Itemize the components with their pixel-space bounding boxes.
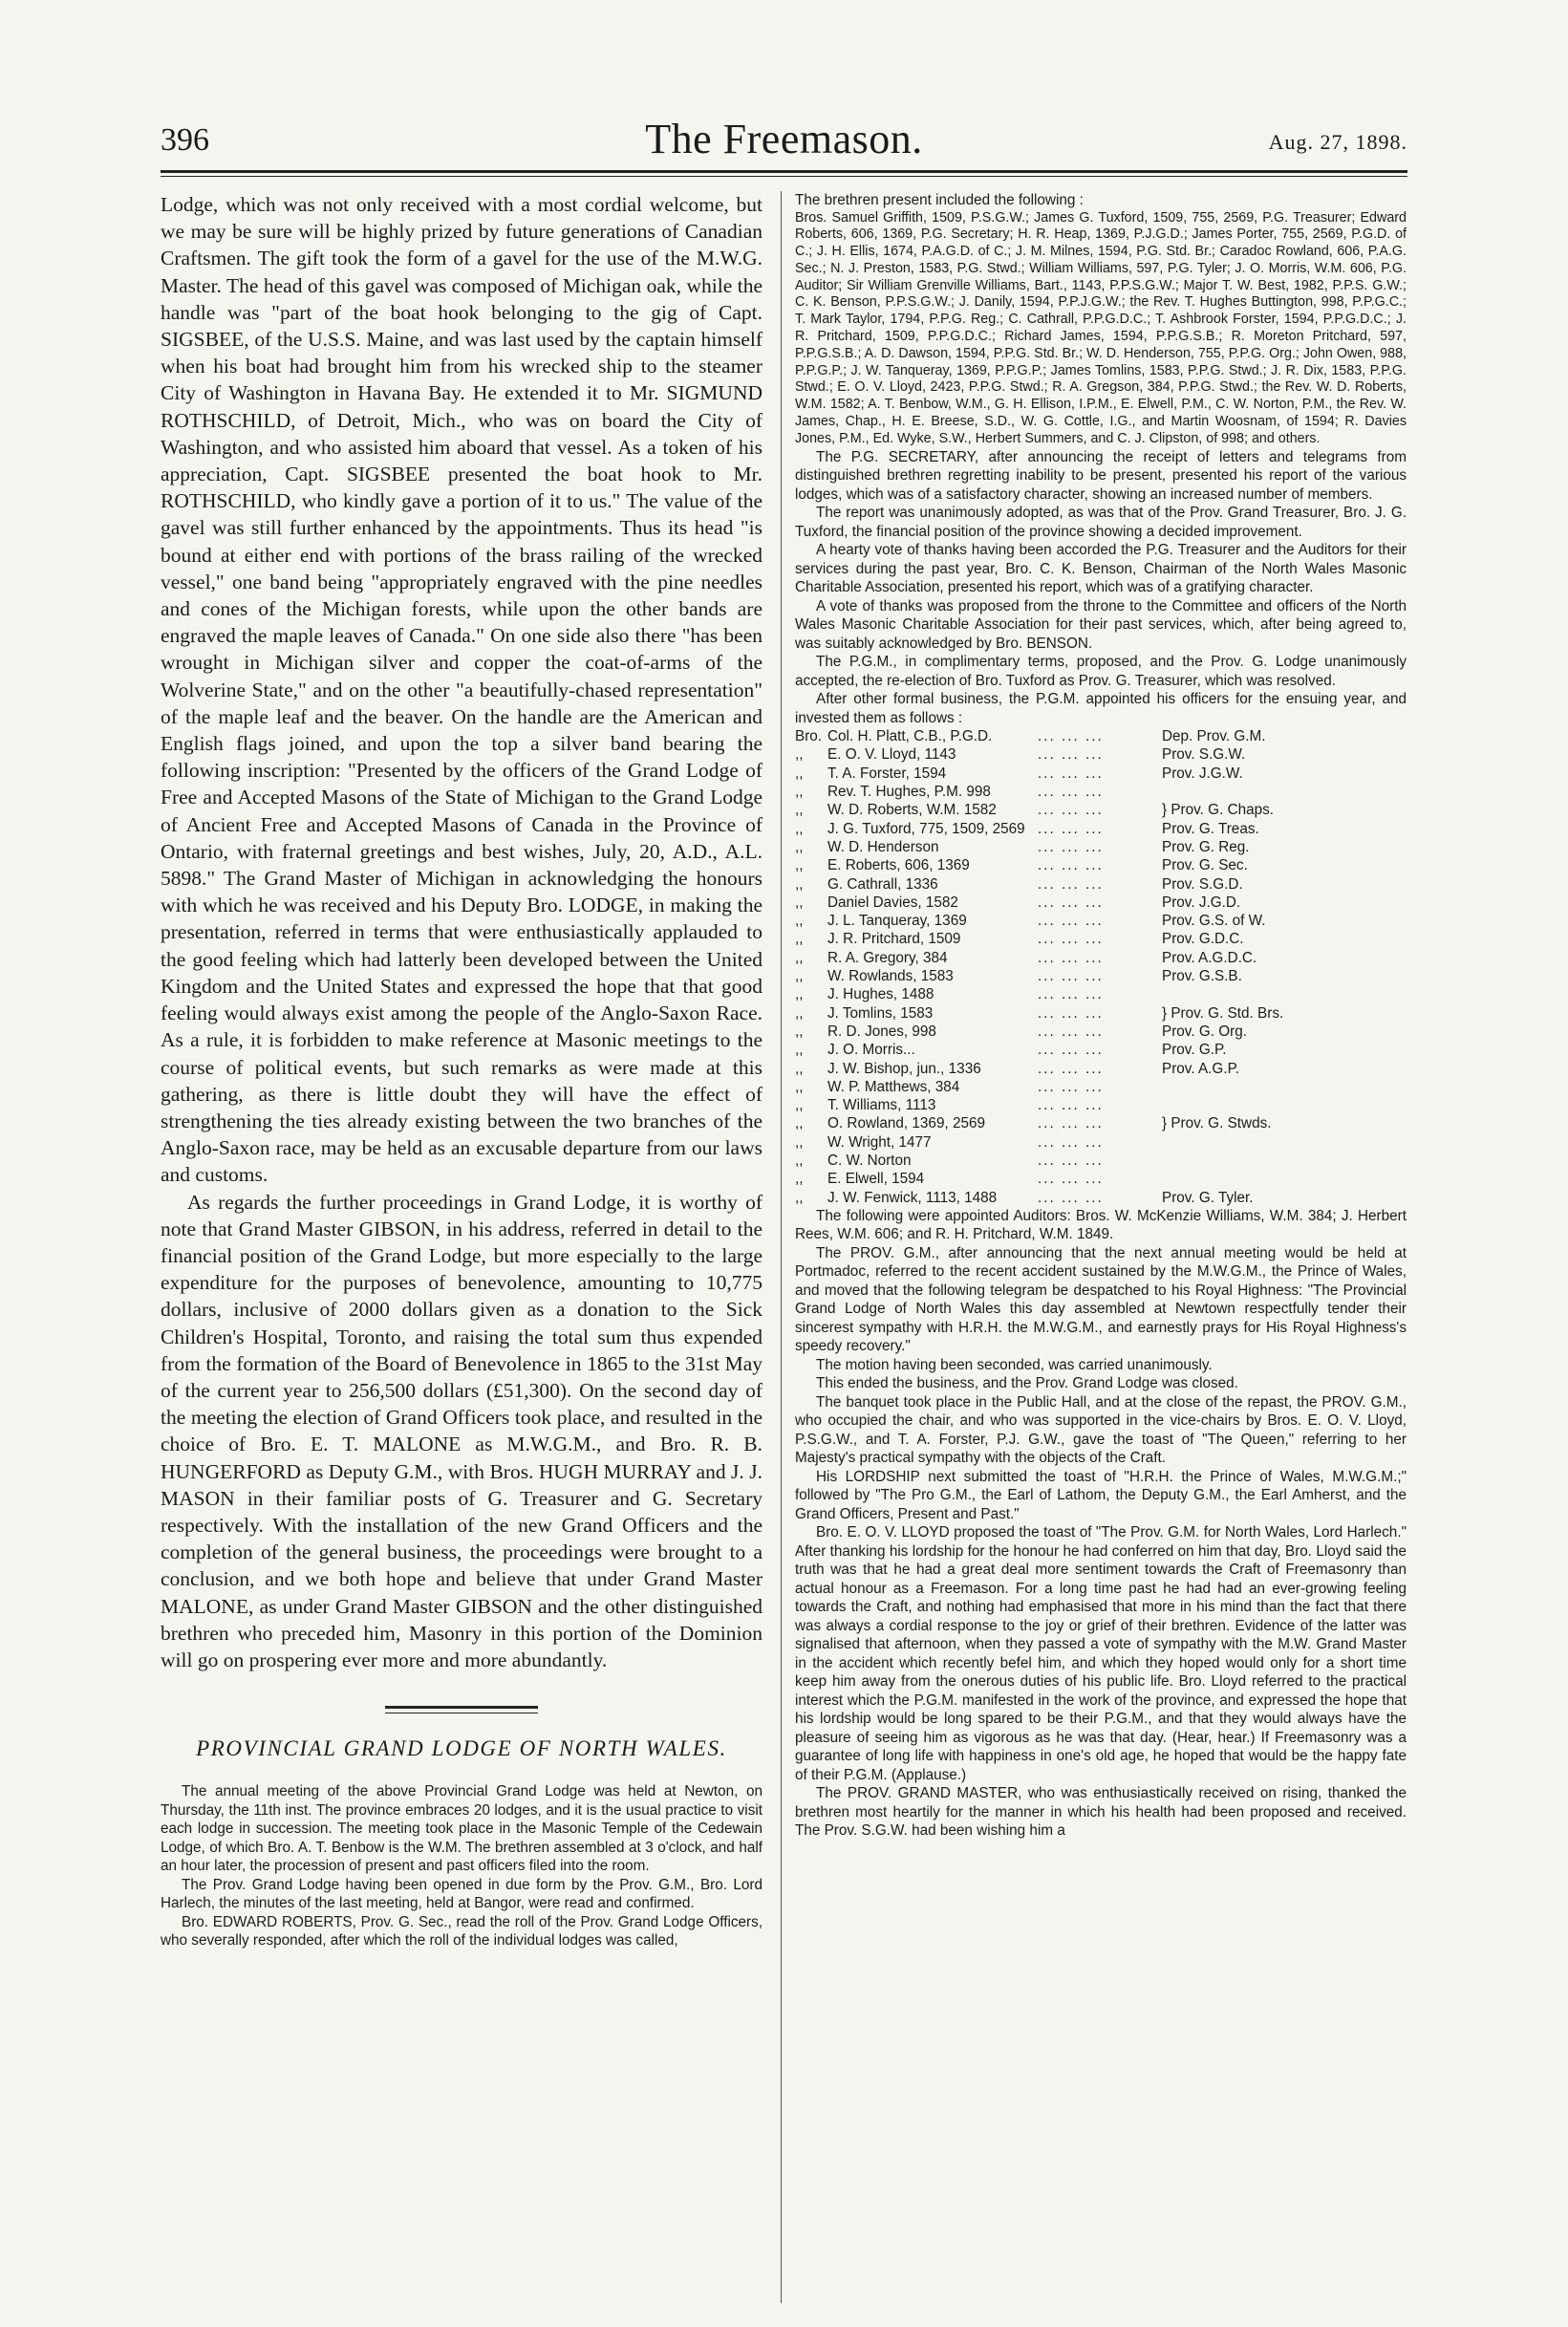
proceedings-continued (795, 1207, 1407, 1841)
officer-name: J. W. Fenwick, 1113, 1488 (827, 1189, 998, 1206)
officer-prefix: ,, (795, 1171, 804, 1188)
officer-name: W. Rowlands, 1583 (827, 968, 954, 985)
officer-name: W. D. Roberts, W.M. 1582 (827, 802, 997, 819)
officer-name: J. O. Morris... (827, 1042, 915, 1059)
proceedings-paragraph: The following were appointed Auditors: Bros. W. McKenzie Williams, W.M. 384; J. Herbert Rees, W.M. 606; and R. H. Pritchard, W.M. 1849. (795, 1207, 1407, 1243)
leader-dots: ... ... ... (1038, 802, 1104, 819)
officer-prefix: ,, (795, 1152, 804, 1169)
proceedings-paragraph: A vote of thanks was proposed from the throne to the Committee and officers of the North Wales Masonic Charitable Association for their past services, which, after being agreed to, was suitably acknowledged by Bro. BENSON. (795, 597, 1407, 652)
officer-name: E. Elwell, 1594 (827, 1171, 925, 1188)
officer-prefix: ,, (795, 820, 804, 837)
officer-row (795, 930, 1407, 948)
officer-name: J. G. Tuxford, 775, 1509, 2569 (827, 820, 1025, 837)
leader-dots: ... ... ... (1038, 838, 1104, 855)
leader-dots: ... ... ... (1038, 728, 1104, 745)
page-number: 396 (161, 122, 209, 158)
leader-dots: ... ... ... (1038, 931, 1104, 948)
officer-name: J. Tomlins, 1583 (827, 1004, 934, 1022)
officer-row (795, 727, 1407, 745)
officer-name: T. Williams, 1113 (827, 1097, 936, 1114)
leader-dots: ... ... ... (1038, 784, 1104, 801)
officer-office: Prov. G. Sec. (1162, 857, 1248, 874)
officer-prefix: ,, (795, 1042, 804, 1059)
proceedings-paragraph: The report was unanimously adopted, as was that of the Prov. Grand Treasurer, Bro. J. G. Tuxford, the financial position of the province showing a decided improvement. (795, 505, 1407, 540)
issue-date: Aug. 27, 1898. (1268, 130, 1407, 154)
officer-name: Rev. T. Hughes, P.M. 998 (827, 784, 991, 801)
officer-name: G. Cathrall, 1336 (827, 875, 938, 893)
masthead-title: The Freemason. (645, 116, 923, 162)
officer-prefix: ,, (795, 784, 804, 801)
section-paragraph: The Prov. Grand Lodge having been opened in due form by the Prov. G.M., Bro. Lord Harlech, the minutes of the last meeting, held at Bangor, were read and confirmed. (161, 1876, 763, 1912)
officer-office (1162, 1133, 1407, 1152)
officer-prefix: ,, (795, 968, 804, 985)
officer-row (795, 1152, 1407, 1170)
officer-office: Prov. G.S. of W. (1162, 913, 1266, 930)
article-paragraph: Lodge, which was not only received with a most cordial welcome, but we may be sure will be highly prized by future generations of Canadian Craftsmen. The gift took the form of a gavel for the use of the M.W.G. Master. The head of this gavel was composed of Michigan oak, while the handle was "part of the boat hook belonging to the gig of Capt. SIGSBEE, of the U.S.S. Maine, and was last used by the captain himself when his boat had brought him from his wrecked ship to the steamer City of Washington in Havana Bay. He extended it to Mr. SIGMUND ROTHSCHILD, of Detroit, Mich., who was on board the City of Washington, and who assisted him aboard that vessel. As a token of his appreciation, Capt. SIGSBEE presented the boat hook to Mr. ROTHSCHILD, who kindly gave a portion of it to us." The value of the gavel was still further enhanced by the appointments. Thus its head "is bound at either end with portions of the brass railing of the wrecked vessel," one band being "appropriately engraved with the pine needles and cones of the Michigan forests, while upon the other bands are engraved the maple leaves of Canada." On one side also there "has been wrought in Michigan silver and copper the coat-of-arms of the Wolverine State," and on the other "a beautifully-chased representation" of the maple leaf and the beaver. On the handle are the American and English flags joined, and upon the top a silver band bearing the following inscription: "Presented by the officers of the Grand Lodge of Free and Accepted Masons of the State of Michigan to the Grand Lodge of Ancient Free and Accepted Masons of Canada in the Province of Ontario, with fraternal greetings and best wishes, July, 20, A.D., A.L. 5898." The Grand Master of Michigan in acknowledging the honours with which he was received and his Deputy Bro. LODGE, in making the presentation, referred in terms that were enthusiastically applauded to the good feeling which had latterly been developed between the United Kingdom and the United States and expressed the hope that that good feeling would always exist among the people of the Anglo-Saxon Race. As a rule, it is forbidden to make reference at Masonic meetings to the course of political events, but such remarks as were made at this gathering, as there is little doubt they will have the effect of strengthening the ties already existing between the two branches of the Anglo-Saxon race, may be held as an excusable departure from our laws and customs. (161, 193, 763, 1187)
leader-dots: ... ... ... (1038, 1189, 1104, 1206)
officer-prefix: Bro. (795, 728, 823, 745)
proceedings-paragraph: The banquet took place in the Public Hall, and at the close of the repast, the PROV. G.M., who occupied the chair, and who was supported in the vice-chairs by Bros. E. O. V. Lloyd, P.S.G.W., and T. A. Forster, P.J. G.W., gave the toast of "The Queen," referring to her Majesty's practical sympathy with the objects of the Craft. (795, 1393, 1407, 1467)
officer-name: J. R. Pritchard, 1509 (827, 931, 961, 948)
officer-prefix: ,, (795, 857, 804, 874)
leader-dots: ... ... ... (1038, 1115, 1104, 1132)
officer-office: Prov. G. Org. (1162, 1023, 1247, 1040)
leader-dots: ... ... ... (1038, 913, 1104, 930)
officer-prefix: ,, (795, 1060, 804, 1077)
proceedings-paragraph: After other formal business, the P.G.M. appointed his officers for the ensuing year, and invested them as follows : (795, 691, 1407, 726)
leader-dots: ... ... ... (1038, 986, 1104, 1003)
officer-row (795, 1004, 1407, 1023)
leader-dots: ... ... ... (1038, 1023, 1104, 1040)
officer-office: Prov. J.G.D. (1162, 894, 1241, 911)
right-column (795, 191, 1407, 1841)
officer-office (1162, 985, 1407, 1003)
officer-name: J. W. Bishop, jun., 1336 (827, 1060, 981, 1077)
officer-row (795, 1078, 1407, 1096)
officer-row (795, 1170, 1407, 1188)
officer-office: } Prov. G. Stwds. (1162, 1115, 1272, 1132)
officer-row (795, 838, 1407, 856)
officer-prefix: ,, (795, 802, 804, 819)
officer-row (795, 856, 1407, 874)
officer-office (1162, 1096, 1407, 1114)
proceedings-paragraph: The PROV. G.M., after announcing that the next annual meeting would be held at Portmadoc, referred to the recent accident sustained by the M.W.G.M., the Prince of Wales, and moved that the following telegram be despatched to his Royal Highness: "The Provincial Grand Lodge of North Wales this day assembled at Newtown respectfully tender their sincerest sympathy with H.R.H. the M.W.G.M., and earnestly prays for His Royal Highness's speedy recovery." (795, 1244, 1407, 1355)
officer-row (795, 783, 1407, 801)
officer-office: Prov. S.G.W. (1162, 746, 1246, 764)
proceedings-paragraph: A hearty vote of thanks having been accorded the P.G. Treasurer and the Auditors for their services during the past year, Bro. C. K. Benson, Chairman of the North Wales Masonic Charitable Association, presented his report, which was of a gratifying character. (795, 542, 1407, 596)
officer-prefix: ,, (795, 1189, 804, 1206)
officer-office (1162, 1152, 1407, 1170)
officer-name: Daniel Davies, 1582 (827, 894, 958, 911)
officer-office: Prov. J.G.W. (1162, 765, 1243, 782)
officer-prefix: ,, (795, 1078, 804, 1095)
attendance (795, 191, 1407, 210)
section-body (161, 1782, 763, 1950)
proceedings-paragraph: Bro. E. O. V. LLOYD proposed the toast of "The Prov. G.M. for North Wales, Lord Harlech." After thanking his lordship for the honour he had conferred on him that day, Bro. Lloyd said the truth was that he had a great deal more sentiment towards the Craft of Freemasonry than actual honour as a Freemason. For a long time past he had had an ever-growing feeling towards the Craft, and nothing had emphasised that more in his mind than the fact that there was always a cordial response to the joy or grief of their brethren. Evidence of the latter was signalised that afternoon, when they passed a vote of sympathy with the M.W. Grand Master in the accident which recently befel him, and which they hoped would only for a short time keep him away from the onerous duties of his public life. Bro. Lloyd referred to the practical interest which the P.G.M. manifested in the work of the province, and expressed the hope that his lordship would be long spared to be their P.G.M., and that they would always have the pleasure of seeing him as vigorous as he was that day. (Hear, hear.) If Freemasonry was a guarantee of long life with happiness in one's old age, he hoped that would be the happy fate of their P.G.M. (Applause.) (795, 1524, 1407, 1783)
proceedings-paragraph: The P.G. SECRETARY, after announcing the receipt of letters and telegrams from distinguished brethren regretting inability to be present, presented his report of the various lodges, which was of a satisfactory character, showing an increased number of members. (795, 448, 1407, 503)
officer-row (795, 1114, 1407, 1132)
left-column (161, 191, 763, 1950)
officer-office: Prov. G.P. (1162, 1042, 1227, 1059)
leader-dots: ... ... ... (1038, 765, 1104, 782)
officer-name: C. W. Norton (827, 1152, 912, 1169)
officer-name: E. Roberts, 606, 1369 (827, 857, 970, 874)
officer-row (795, 875, 1407, 894)
officer-row (795, 949, 1407, 967)
section-header (161, 1706, 763, 1761)
header-rule-thin (161, 176, 1407, 177)
proceedings-paragraph: This ended the business, and the Prov. Grand Lodge was closed. (816, 1375, 1238, 1392)
officer-name: W. D. Henderson (827, 838, 939, 855)
leader-dots: ... ... ... (1038, 875, 1104, 893)
section-title: PROVINCIAL GRAND LODGE OF NORTH WALES. (196, 1736, 727, 1761)
officer-name: R. A. Gregory, 384 (827, 949, 948, 966)
officer-office (1162, 1170, 1407, 1188)
leader-dots: ... ... ... (1038, 746, 1104, 764)
leader-dots: ... ... ... (1038, 949, 1104, 966)
officer-office: } Prov. G. Chaps. (1162, 802, 1275, 819)
officer-name: Col. H. Platt, C.B., P.G.D. (827, 728, 993, 745)
officer-row (795, 1096, 1407, 1114)
officer-prefix: ,, (795, 838, 804, 855)
article-continued (161, 191, 763, 1673)
officer-row (795, 765, 1407, 783)
leader-dots: ... ... ... (1038, 1171, 1104, 1188)
officer-row (795, 820, 1407, 838)
officer-name: O. Rowland, 1369, 2569 (827, 1115, 985, 1132)
section-rule (385, 1706, 538, 1713)
column-divider (781, 191, 782, 2303)
attendance-roll: Bros. Samuel Griffith, 1509, P.S.G.W.; James G. Tuxford, 1509, 755, 2569, P.G. Treasurer; Edward Roberts, 606, 1369, P.G. Secretary; H. R. Heap, 1369, P.J.G.D.; James Porter, 755, 2569, P.G.D. of C.; J. H. Ellis, 1674, P.A.G.D. of C.; J. M. Milnes, 1594, P.G. Std. Br.; Caradoc Rowland, 606, P.A.G. Sec.; N. J. Preston, 1583, P.G. Stwd.; William Williams, 597, P.G. Tyler; J. O. Morris, W.M. 606, P.G. Auditor; Sir William Grenville Williams, Bart., 1143, P.P.S.G.W.; Major T. W. Best, 1982, P.P.S. G.W.; C. K. Benson, P.P.S.G.W.; J. Danily, 1594, P.P.J.G.W.; the Rev. T. Hughes Buttington, 998, P.P.G.C.; T. Mark Taylor, 1794, P.P.G. Reg.; C. Cathrall, P.P.G.D.C.; T. Ashbrook Forster, 1594, P.P.G.D.C.; J. R. Pritchard, 1509, P.P.G.D.C.; Richard James, 1594, P.P.G.S.B.; R. Moreton Pritchard, 597, P.P.G.S.B.; A. D. Dawson, 1594, P.P.G. Std. Br.; W. D. Henderson, 755, P.P.G. Org.; John Owen, 988, P.P.G.P.; J. W. Tanqueray, 1369, P.P.G.P.; James Tomlins, 1583, P.P.G. Stwd.; J. R. Dix, 1583, P.P.G. Stwd.; E. O. V. Lloyd, 2423, P.P.G. Stwd.; R. A. Gregson, 384, P.P.G. Stwd.; the Rev. W. D. Roberts, W.M. 1582; A. T. Benbow, W.M., G. H. Ellison, I.P.M., E. Elwell, P.M., C. W. Norton, P.M., the Rev. W. James, Chap., H. E. Breese, S.D., W. G. Cottle, I.G., and Martin Woosnam, of 1594; R. Davies Jones, P.M., Ed. Wyke, S.W., Herbert Summers, and C. J. Clipston, of 998; and others. (795, 209, 1407, 446)
section-paragraph: The annual meeting of the above Provincial Grand Lodge was held at Newton, on Thursday, the 11th inst. The province embraces 20 lodges, and it is the usual practice to visit each lodge in succession. The meeting took place in the Masonic Temple of the Cedewain Lodge, of which Bro. A. T. Benbow is the W.M. The brethren assembled at 3 o'clock, and half an hour later, the procession of present and past officers filed into the room. (161, 1783, 763, 1875)
leader-dots: ... ... ... (1038, 820, 1104, 837)
officer-name: W. P. Matthews, 384 (827, 1078, 960, 1095)
officer-row (795, 985, 1407, 1003)
officer-row (795, 1041, 1407, 1059)
header-rule (161, 170, 1407, 173)
officer-prefix: ,, (795, 913, 804, 930)
leader-dots: ... ... ... (1038, 1133, 1104, 1151)
proceedings-paragraph: The motion having been seconded, was carried unanimously. (816, 1356, 1213, 1373)
leader-dots: ... ... ... (1038, 1078, 1104, 1095)
officer-prefix: ,, (795, 931, 804, 948)
officer-office: Prov. G.S.B. (1162, 968, 1242, 985)
officers-table (795, 727, 1407, 1207)
officer-office: Prov. S.G.D. (1162, 875, 1243, 893)
leader-dots: ... ... ... (1038, 968, 1104, 985)
officer-office: Prov. A.G.D.C. (1162, 949, 1257, 966)
officer-office: Prov. G. Treas. (1162, 820, 1259, 837)
officer-name: E. O. V. Lloyd, 1143 (827, 746, 956, 764)
section-paragraph: Bro. EDWARD ROBERTS, Prov. G. Sec., read the roll of the Prov. Grand Lodge Officers, who severally responded, after which the roll of the individual lodges was called, (161, 1913, 763, 1950)
leader-dots: ... ... ... (1038, 1097, 1104, 1114)
officer-row (795, 1023, 1407, 1041)
officer-row (795, 1189, 1407, 1207)
leader-dots: ... ... ... (1038, 894, 1104, 911)
officer-prefix: ,, (795, 875, 804, 893)
proceedings-paragraph: The P.G.M., in complimentary terms, proposed, and the Prov. G. Lodge unanimously accepted, the re-election of Bro. Tuxford as Prov. G. Treasurer, which was resolved. (795, 654, 1407, 689)
officer-office: Prov. G. Tyler. (1162, 1189, 1254, 1206)
officer-name: J. Hughes, 1488 (827, 986, 934, 1003)
officer-prefix: ,, (795, 894, 804, 911)
leader-dots: ... ... ... (1038, 1004, 1104, 1022)
officer-row (795, 967, 1407, 985)
proceedings-paragraph: His LORDSHIP next submitted the toast of "H.R.H. the Prince of Wales, M.W.G.M.;" followed by "The Pro G.M., the Earl of Lathom, the Deputy G.M., the Earl Amherst, and the Grand Officers, Present and Past." (795, 1468, 1407, 1522)
officer-prefix: ,, (795, 1023, 804, 1040)
officer-prefix: ,, (795, 1004, 804, 1022)
officer-row (795, 912, 1407, 930)
officer-office: Prov. G. Reg. (1162, 838, 1250, 855)
officer-row (795, 1060, 1407, 1078)
officer-office: Prov. A.G.P. (1162, 1060, 1240, 1077)
leader-dots: ... ... ... (1038, 1152, 1104, 1169)
officer-name: J. L. Tanqueray, 1369 (827, 913, 967, 930)
officer-row (795, 745, 1407, 764)
officer-office (1162, 783, 1407, 801)
officer-office (1162, 1078, 1407, 1096)
attendance-intro: The brethren present included the following : (795, 192, 1084, 208)
officer-office: Prov. G.D.C. (1162, 931, 1244, 948)
officer-row (795, 894, 1407, 912)
leader-dots: ... ... ... (1038, 1042, 1104, 1059)
article-paragraph: As regards the further proceedings in Grand Lodge, it is worthy of note that Grand Master GIBSON, in his address, referred in detail to the financial position of the Grand Lodge, but more especially to the large expenditure for the purposes of benevolence, amounting to 10,775 dollars, inclusive of 2000 dollars given as a donation to the Sick Children's Hospital, Toronto, and raising the total sum thus expended from the formation of the Board of Benevolence in 1865 to the 31st May of the current year to 256,500 dollars (£51,300). On the second day of the meeting the election of Grand Officers took place, and resulted in the choice of Bro. E. T. MALONE as M.W.G.M., and Bro. R. B. HUNGERFORD as Deputy G.M., with Bros. HUGH MURRAY and J. J. MASON in their familiar posts of G. Treasurer and G. Secretary respectively. With the installation of the new Grand Officers and the completion of the general business, the proceedings were brought to a conclusion, and we both hope and believe that under Grand Master MALONE, as under Grand Master GIBSON and the other distinguished brethren who preceded him, Masonry in this portion of the Dominion will go on prospering ever more and more abundantly. (161, 1190, 763, 1671)
officer-name: W. Wright, 1477 (827, 1133, 932, 1151)
officer-row (795, 801, 1407, 819)
page-header (161, 115, 1407, 172)
officer-prefix: ,, (795, 1133, 804, 1151)
officer-row (795, 1133, 1407, 1152)
officer-office: } Prov. G. Std. Brs. (1162, 1004, 1284, 1022)
leader-dots: ... ... ... (1038, 1060, 1104, 1077)
officer-prefix: ,, (795, 765, 804, 782)
proceedings (795, 448, 1407, 728)
officer-prefix: ,, (795, 1097, 804, 1114)
officer-office: Dep. Prov. G.M. (1162, 728, 1266, 745)
officer-prefix: ,, (795, 949, 804, 966)
officer-prefix: ,, (795, 1115, 804, 1132)
officer-name: R. D. Jones, 998 (827, 1023, 936, 1040)
officer-prefix: ,, (795, 746, 804, 764)
officer-prefix: ,, (795, 986, 804, 1003)
proceedings-paragraph: The PROV. GRAND MASTER, who was enthusiastically received on rising, thanked the brethren most heartily for the manner in which his health had been proposed and received. The Prov. S.G.W. had been wishing him a (795, 1785, 1407, 1840)
leader-dots: ... ... ... (1038, 857, 1104, 874)
officer-name: T. A. Forster, 1594 (827, 765, 947, 782)
